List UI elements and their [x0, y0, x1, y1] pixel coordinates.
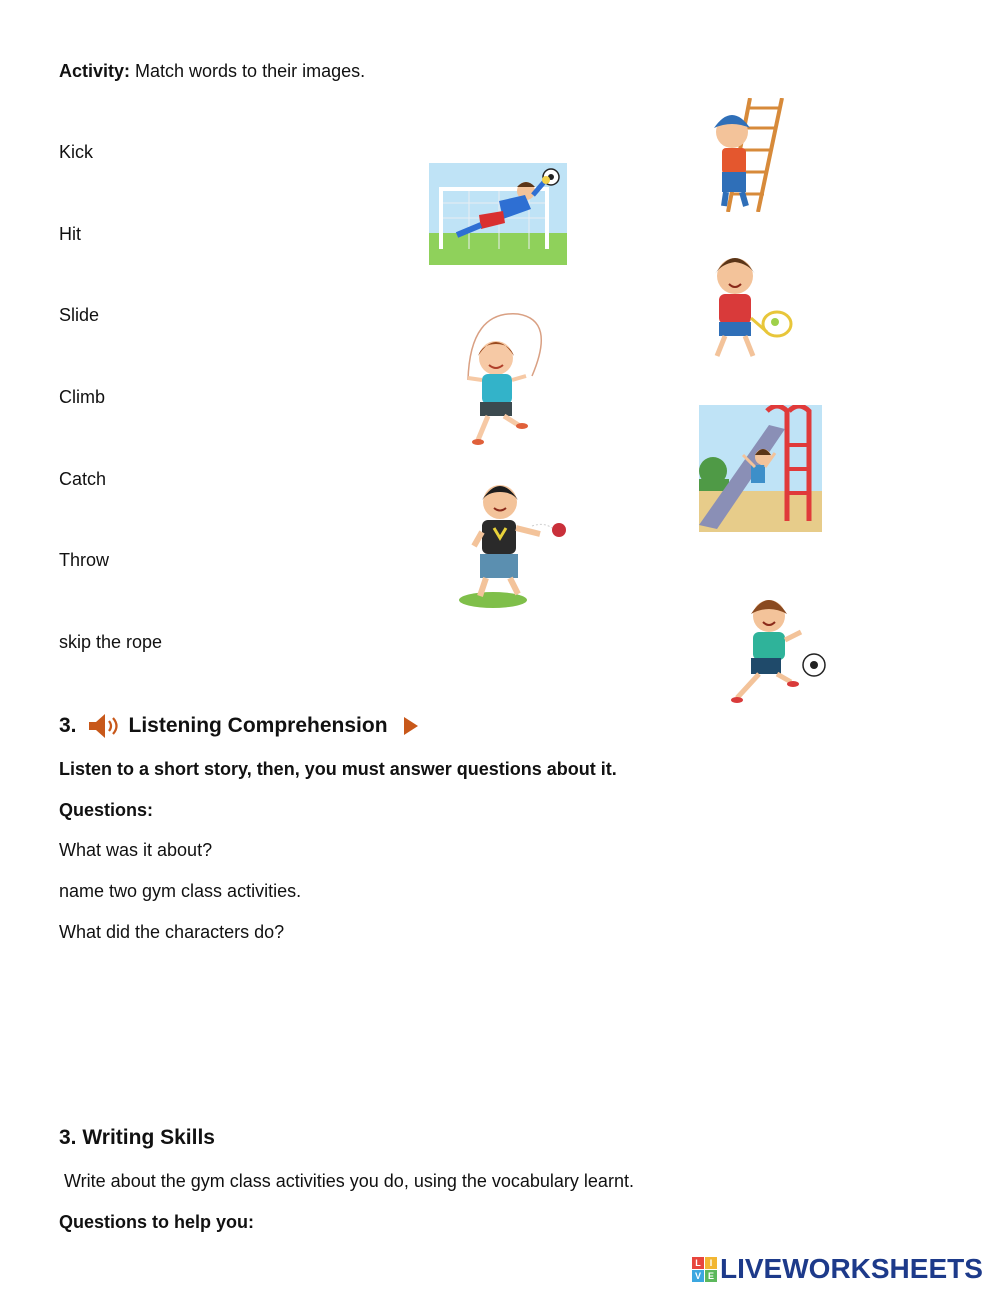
word-throw: Throw: [59, 550, 110, 570]
writing-heading: 3. Writing Skills: [59, 1126, 215, 1149]
listening-instruction: Listen to a short story, then, you must answer questions about it.: [59, 759, 617, 779]
question-2: name two gym class activities.: [59, 881, 302, 901]
word-skip-the-rope: skip the rope: [59, 632, 163, 652]
listening-heading: [59, 713, 419, 739]
goalkeeper-catching-ball-image[interactable]: [429, 163, 567, 265]
activity-text: Match words to their images.: [130, 61, 366, 81]
speaker-icon[interactable]: [87, 713, 121, 739]
activity-label: Activity:: [59, 61, 131, 81]
boy-hitting-tennis-ball-image[interactable]: [705, 252, 797, 362]
girl-skipping-rope-image[interactable]: [458, 310, 556, 448]
boy-climbing-ladder-image[interactable]: [704, 98, 786, 212]
word-catch: Catch: [59, 469, 107, 489]
question-1: What was it about?: [59, 840, 213, 860]
word-hit: Hit: [59, 224, 81, 244]
word-kick: Kick: [59, 142, 94, 162]
questions-label: Questions:: [59, 800, 154, 820]
play-icon[interactable]: [403, 716, 419, 736]
logo-text: LIVEWORKSHEETS: [720, 1253, 983, 1284]
writing-instruction: Write about the gym class activities you do, using the vocabulary learnt.: [59, 1171, 634, 1191]
listening-title: Listening Comprehension: [128, 714, 388, 737]
girl-on-slide-image[interactable]: [699, 405, 822, 532]
boy-throwing-ball-image[interactable]: [458, 482, 568, 608]
listening-number: 3.: [59, 714, 77, 737]
logo-mark-icon: L I V E: [692, 1257, 717, 1282]
liveworksheets-logo: [692, 1254, 983, 1284]
word-slide: Slide: [59, 305, 100, 325]
question-3: What did the characters do?: [59, 922, 285, 942]
help-questions-label: Questions to help you:: [59, 1212, 255, 1232]
activity-instruction: [59, 60, 365, 82]
word-climb: Climb: [59, 387, 106, 407]
boy-kicking-soccer-ball-image[interactable]: [729, 596, 827, 706]
